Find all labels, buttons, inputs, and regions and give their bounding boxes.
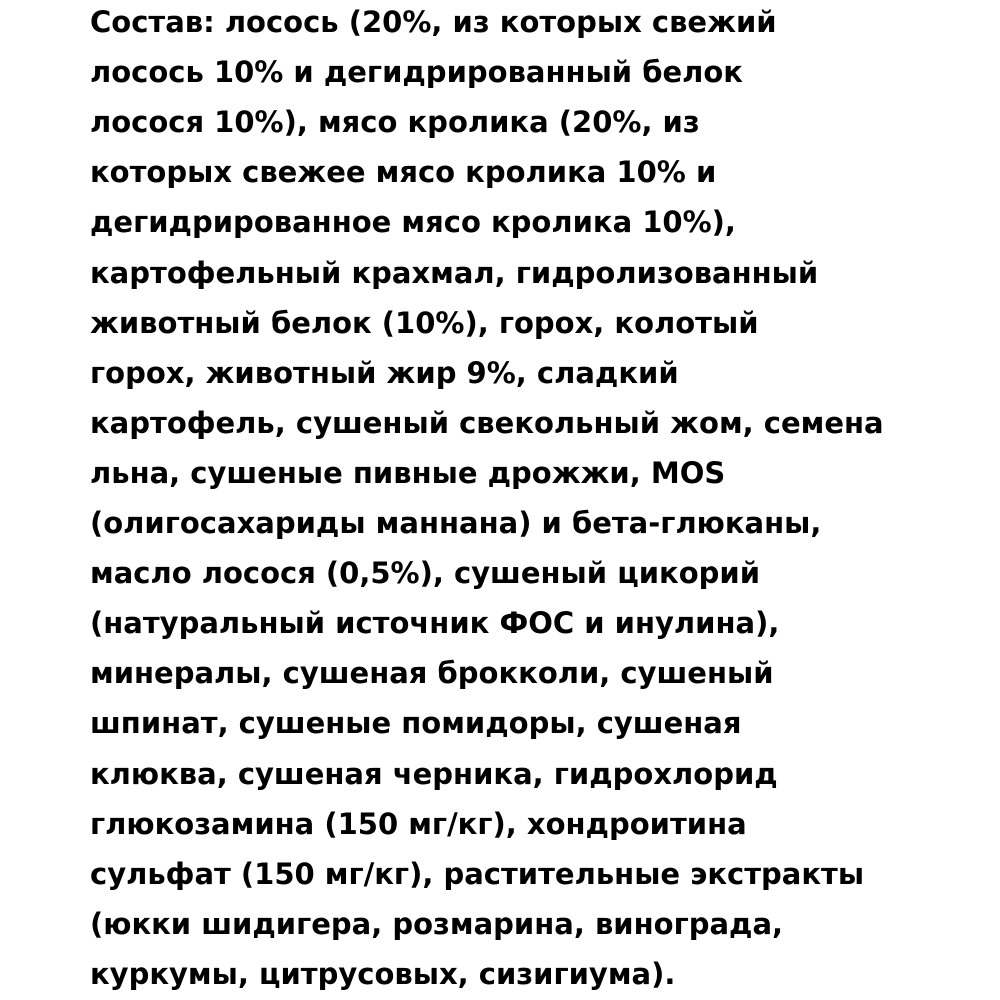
ingredients-line-12: масло лосося (0,5%), сушеный цикорий	[90, 556, 761, 590]
ingredients-line-13: (натуральный источник ФОС и инулина),	[90, 606, 780, 640]
ingredients-text-block	[90, 0, 970, 1000]
ingredients-line-19: (юкки шидигера, розмарина, винограда,	[90, 907, 784, 941]
ingredients-line-2: лосось 10% и дегидрированный белок	[90, 55, 743, 89]
ingredients-line-15: шпинат, сушеные помидоры, сушеная	[90, 706, 742, 740]
ingredients-line-14: минералы, сушеная брокколи, сушеный	[90, 656, 774, 690]
ingredients-line-3: лосося 10%), мясо кролика (20%, из	[90, 105, 700, 139]
ingredients-line-4: которых свежее мясо кролика 10% и	[90, 155, 717, 189]
ingredients-line-1: Состав: лосось (20%, из которых свежий	[90, 5, 777, 39]
ingredients-line-7: животный белок (10%), горох, колотый	[90, 306, 759, 340]
ingredients-line-8: горох, животный жир 9%, сладкий	[90, 356, 679, 390]
ingredients-line-11: (олигосахариды маннана) и бета-глюканы,	[90, 506, 822, 540]
ingredients-line-5: дегидрированное мясо кролика 10%),	[90, 205, 736, 239]
ingredients-line-16: клюква, сушеная черника, гидрохлорид	[90, 757, 778, 791]
ingredients-line-18: сульфат (150 мг/кг), растительные экстракты	[90, 857, 865, 891]
ingredients-line-9: картофель, сушеный свекольный жом, семена	[90, 406, 884, 440]
ingredients-line-17: глюкозамина (150 мг/кг), хондроитина	[90, 807, 747, 841]
ingredients-line-20: куркумы, цитрусовых, сизигиума).	[90, 957, 676, 991]
ingredients-line-6: картофельный крахмал, гидролизованный	[90, 256, 819, 290]
ingredients-line-10: льна, сушеные пивные дрожжи, MOS	[90, 456, 726, 490]
